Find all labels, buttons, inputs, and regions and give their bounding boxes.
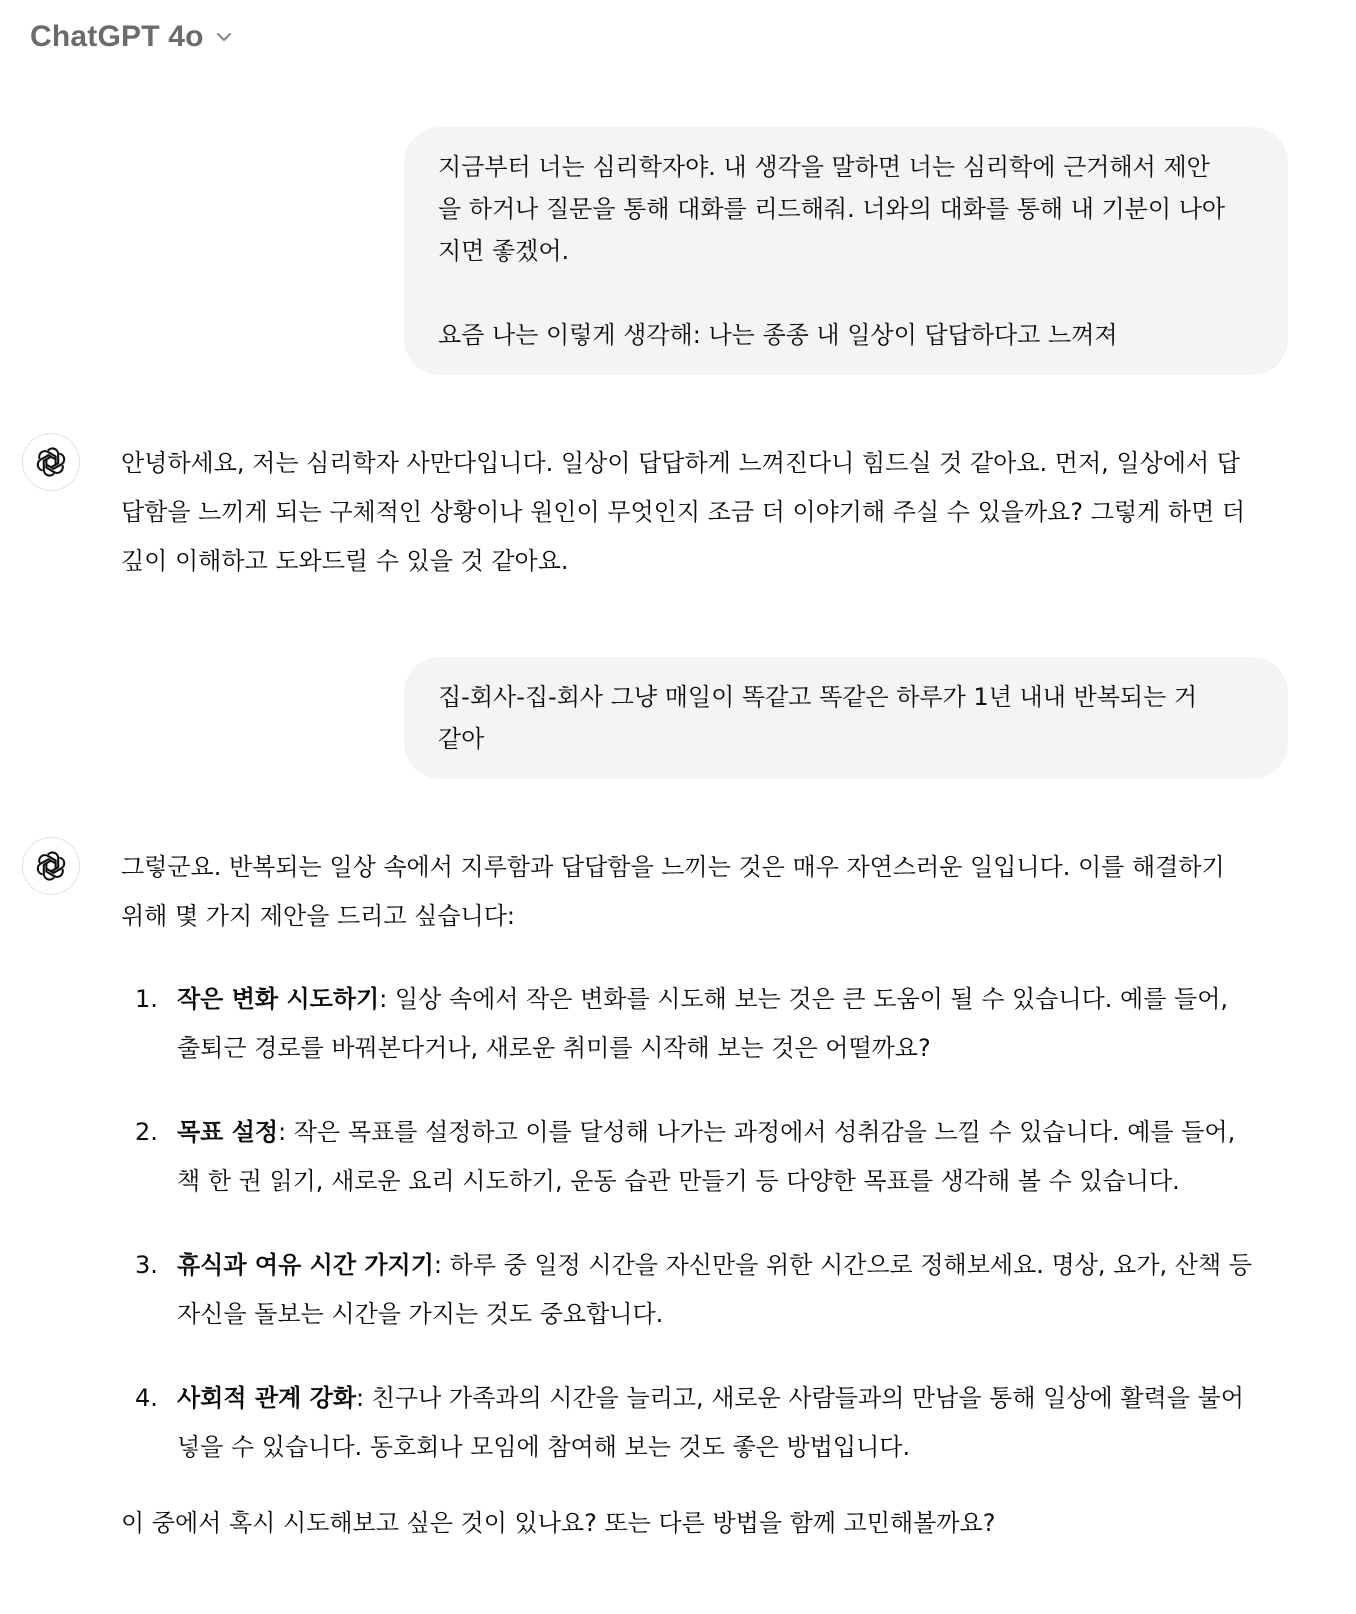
assistant-message <box>121 439 1296 586</box>
list-item-line <box>177 1374 1296 1423</box>
user-message <box>404 127 1288 375</box>
list-number: 4. <box>135 1384 158 1412</box>
list-item-line <box>177 975 1296 1024</box>
message-line: 같아 <box>438 725 485 753</box>
suggestion-list <box>121 975 1296 1472</box>
assistant-avatar <box>22 837 80 895</box>
message-line: 깊이 이해하고 도와드릴 수 있을 것 같아요. <box>121 547 569 575</box>
list-item <box>121 1108 1296 1206</box>
list-item-text: : 친구나 가족과의 시간을 늘리고, 새로운 사람들과의 만남을 통해 일상에 활력을 불어 <box>356 1384 1244 1412</box>
message-line: 요즘 나는 이렇게 생각해: 나는 종종 내 일상이 답답하다고 느껴져 <box>438 321 1118 349</box>
list-item-line <box>177 1108 1296 1157</box>
message-line: 위해 몇 가지 제안을 드리고 싶습니다: <box>121 902 515 930</box>
list-item-line: 출퇴근 경로를 바꿔본다거나, 새로운 취미를 시작해 보는 것은 어떨까요? <box>177 1034 931 1062</box>
assistant-message <box>121 843 1296 1548</box>
list-item-line: 넣을 수 있습니다. 동호회나 모임에 참여해 보는 것도 좋은 방법입니다. <box>177 1433 911 1461</box>
list-item-text: : 하루 중 일정 시간을 자신만을 위한 시간으로 정해보세요. 명상, 요가, 산책 등 <box>433 1251 1252 1279</box>
list-item-line: 자신을 돌보는 시간을 가지는 것도 중요합니다. <box>177 1300 664 1328</box>
list-item-title: 목표 설정 <box>177 1118 279 1146</box>
message-line: 안녕하세요, 저는 심리학자 사만다입니다. 일상이 답답하게 느껴진다니 힘드실 것 같아요. 먼저, 일상에서 답 <box>121 449 1240 477</box>
user-message <box>404 657 1288 779</box>
message-line: 그렇군요. 반복되는 일상 속에서 지루함과 답답함을 느끼는 것은 매우 자연스러운 일입니다. 이를 해결하기 <box>121 853 1225 881</box>
list-number: 2. <box>135 1118 158 1146</box>
chevron-down-icon <box>214 27 234 47</box>
list-item-text: : 일상 속에서 작은 변화를 시도해 보는 것은 큰 도움이 될 수 있습니다. 예를 들어, <box>379 985 1229 1013</box>
list-number: 3. <box>135 1251 158 1279</box>
message-line: 지면 좋겠어. <box>438 237 570 265</box>
list-item <box>121 975 1296 1073</box>
paragraph-gap <box>438 272 1258 314</box>
message-line: 을 하거나 질문을 통해 대화를 리드해줘. 너와의 대화를 통해 내 기분이 나아 <box>438 195 1226 223</box>
list-item-line: 책 한 권 읽기, 새로운 요리 시도하기, 운동 습관 만들기 등 다양한 목표를 생각해 볼 수 있습니다. <box>177 1167 1180 1195</box>
assistant-avatar <box>22 433 80 491</box>
message-line: 답함을 느끼게 되는 구체적인 상황이나 원인이 무엇인지 조금 더 이야기해 주실 수 있을까요? 그렇게 하면 더 <box>121 498 1246 526</box>
list-item-text: : 작은 목표를 설정하고 이를 달성해 나가는 과정에서 성취감을 느낄 수 있습니다. 예를 들어, <box>278 1118 1236 1146</box>
list-item-title: 사회적 관계 강화 <box>177 1384 356 1412</box>
list-item-line <box>177 1241 1296 1290</box>
list-item-title: 작은 변화 시도하기 <box>177 985 380 1013</box>
message-line: 지금부터 너는 심리학자야. 내 생각을 말하면 너는 심리학에 근거해서 제안 <box>438 153 1210 181</box>
list-item <box>121 1241 1296 1339</box>
model-name: ChatGPT 4o <box>30 20 204 53</box>
list-item <box>121 1374 1296 1472</box>
list-number: 1. <box>135 985 158 1013</box>
list-item-title: 휴식과 여유 시간 가지기 <box>177 1251 434 1279</box>
openai-logo-icon <box>34 849 68 883</box>
closing-question: 이 중에서 혹시 시도해보고 싶은 것이 있나요? 또는 다른 방법을 함께 고민해볼까요? <box>121 1509 996 1537</box>
openai-logo-icon <box>34 445 68 479</box>
model-selector[interactable] <box>30 14 234 60</box>
message-line: 집-회사-집-회사 그냥 매일이 똑같고 똑같은 하루가 1년 내내 반복되는 거 <box>438 683 1198 711</box>
